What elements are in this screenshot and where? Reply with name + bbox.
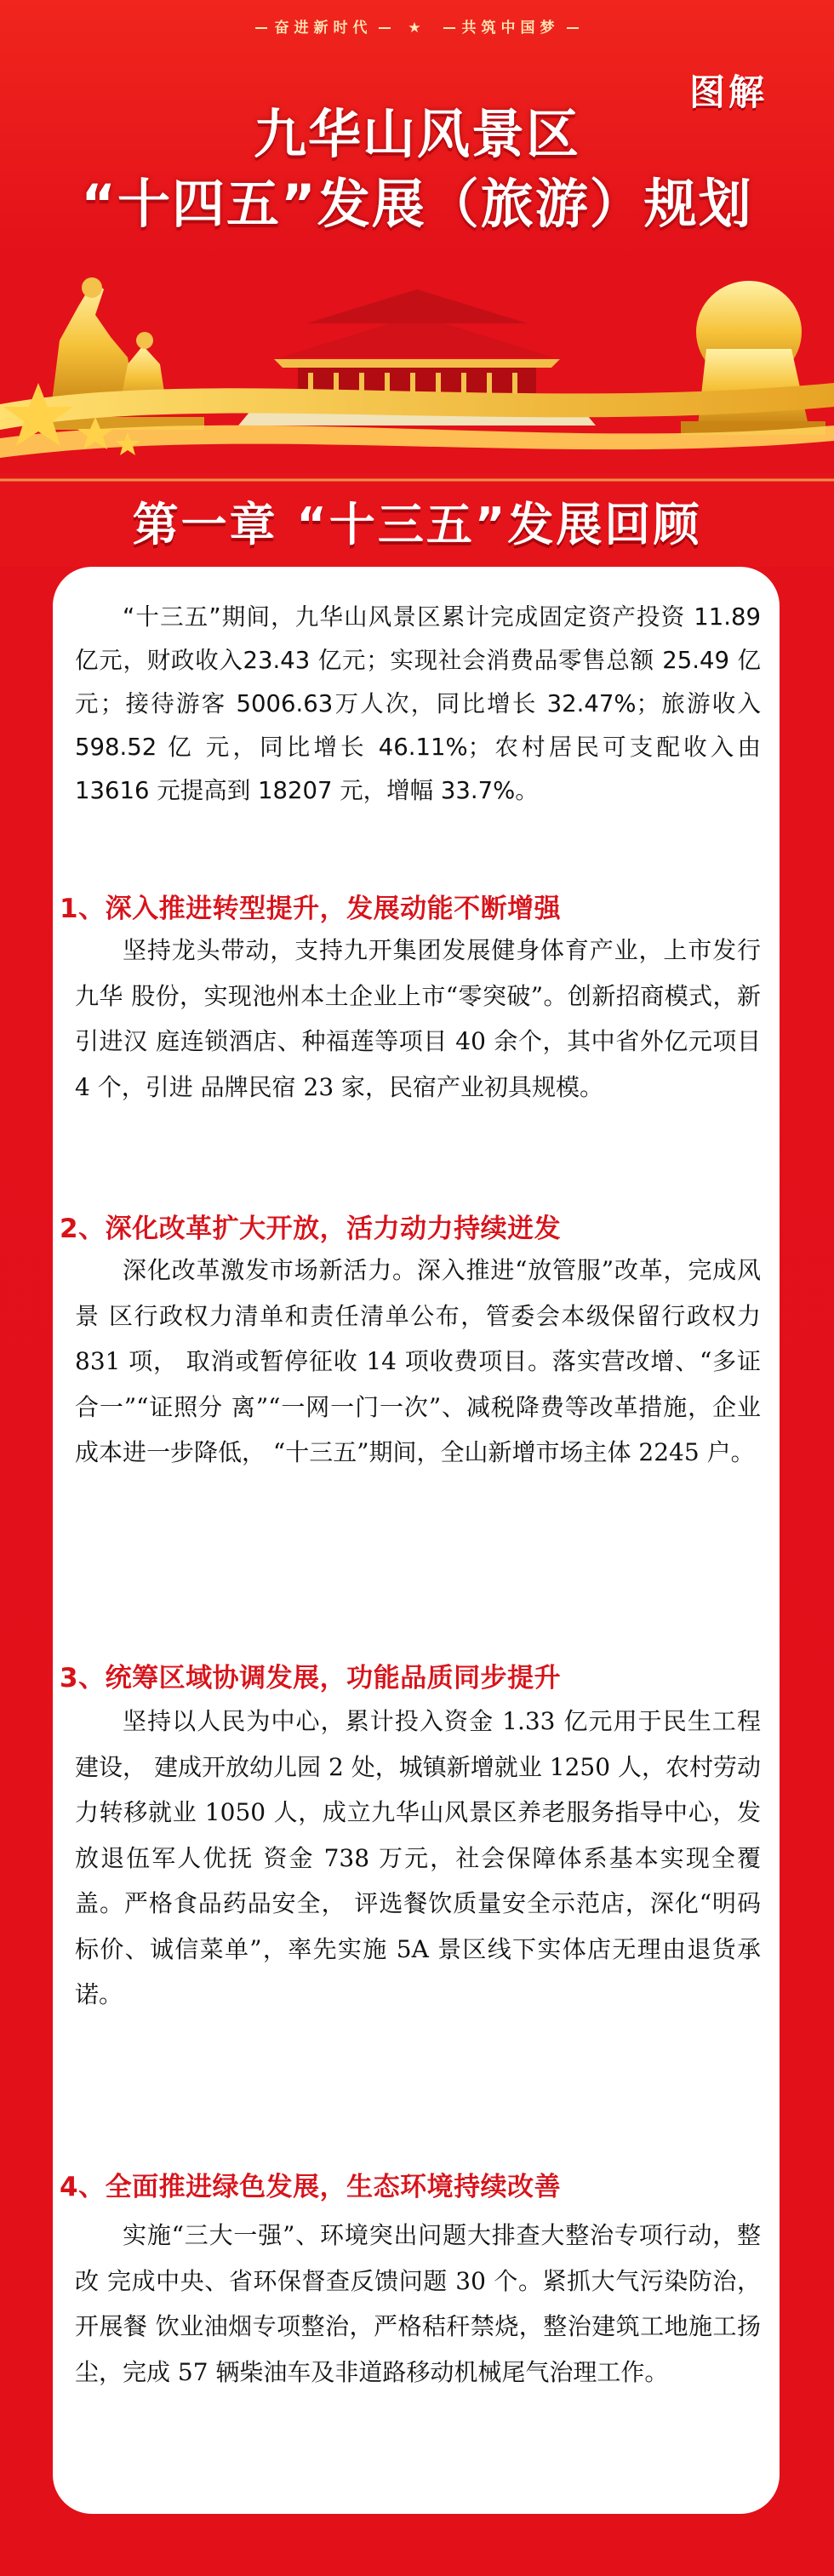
section-heading-3: 3、统筹区域协调发展，功能品质同步提升 — [60, 1663, 562, 1694]
badge-tujie: 图解 — [688, 71, 768, 113]
section-heading-1: 1、深入推进转型提升，发展动能不断增强 — [60, 894, 562, 924]
section-body-1: 坚持龙头带动，支持九开集团发展健身体育产业，上市发行九华 股份，实现池州本土企业上市“零突破”。创新招商模式，新引进汉 庭连锁酒店、种福莲等项目 40 余个，其中省外亿元项目 4 个，引进 品牌民宿 23 家，民宿产业初具规模。 — [75, 936, 761, 1101]
section-body-3: 坚持以人民为中心，累计投入资金 1.33 亿元用于民生工程建设， 建成开放幼儿园 2 处，城镇新增就业 1250 人，农村劳动力转移就业 1050 人，成立九华山风景区养老服务指导中心，发放退伍军人优抚 资金 738 万元，社会保障体系基本实现全覆盖。严格食品药品安全， 评选餐饮质量安全示范店，深化“明码标价、诚信菜单”，率先实施 5A 景区线下实体店无理由退货承诺。 — [75, 1707, 761, 2008]
slogan-star-icon: ★ — [408, 20, 426, 37]
chapter-title: 第一章 “十三五”发展回顾 — [132, 498, 702, 551]
slogan — [0, 15, 834, 37]
slogan-dash-icon — [567, 27, 579, 29]
slogan-dash-icon — [255, 27, 267, 29]
main-title-line1: 九华山风景区 — [253, 103, 580, 165]
slogan-right: 共筑中国梦 — [461, 20, 560, 37]
slogan-left: 奋进新时代 — [274, 20, 373, 37]
section-body-4: 实施“三大一强”、环境突出问题大排查大整治专项行动，整改 完成中央、省环保督查反馈问题 30 个。紧抓大气污染防治，开展餐 饮业油烟专项整治，严格秸秆禁烧，整治建筑工地施工扬尘，完成 57 辆柴油车及非道路移动机械尾气治理工作。 — [75, 2221, 761, 2386]
main-title-line2: “十四五”发展（旅游）规划 — [81, 173, 753, 235]
slogan-dash-icon — [379, 27, 391, 29]
header-illustration — [0, 255, 834, 468]
slogan-dash-icon — [443, 27, 455, 29]
section-body-2: 深化改革激发市场新活力。深入推进“放管服”改革，完成风景 区行政权力清单和责任清单公布，管委会本级保留行政权力 831 项， 取消或暂停征收 14 项收费项目。落实营改增、“多证合一”“证照分 离”“一网一门一次”、减税降费等改革措施，企业成本进一步降低， “十三五”期间，全山新增市场主体 2245 户。 — [75, 1256, 761, 1466]
section-heading-4: 4、全面推进绿色发展，生态环境持续改善 — [60, 2172, 562, 2202]
section-heading-2: 2、深化改革扩大开放，活力动力持续迸发 — [60, 1214, 562, 1244]
intro-paragraph: “十三五”期间，九华山风景区累计完成固定资产投资 11.89 亿元，财政收入23.43 亿元；实现社会消费品零售总额 25.49 亿元；接待游客 5006.63万人次，同比增长 32.47%；旅游收入 598.52 亿 元，同比增长 46.11%；农村居民可支配收入由 13616 元提高到 18207 元，增幅 33.7%。 — [75, 603, 761, 804]
